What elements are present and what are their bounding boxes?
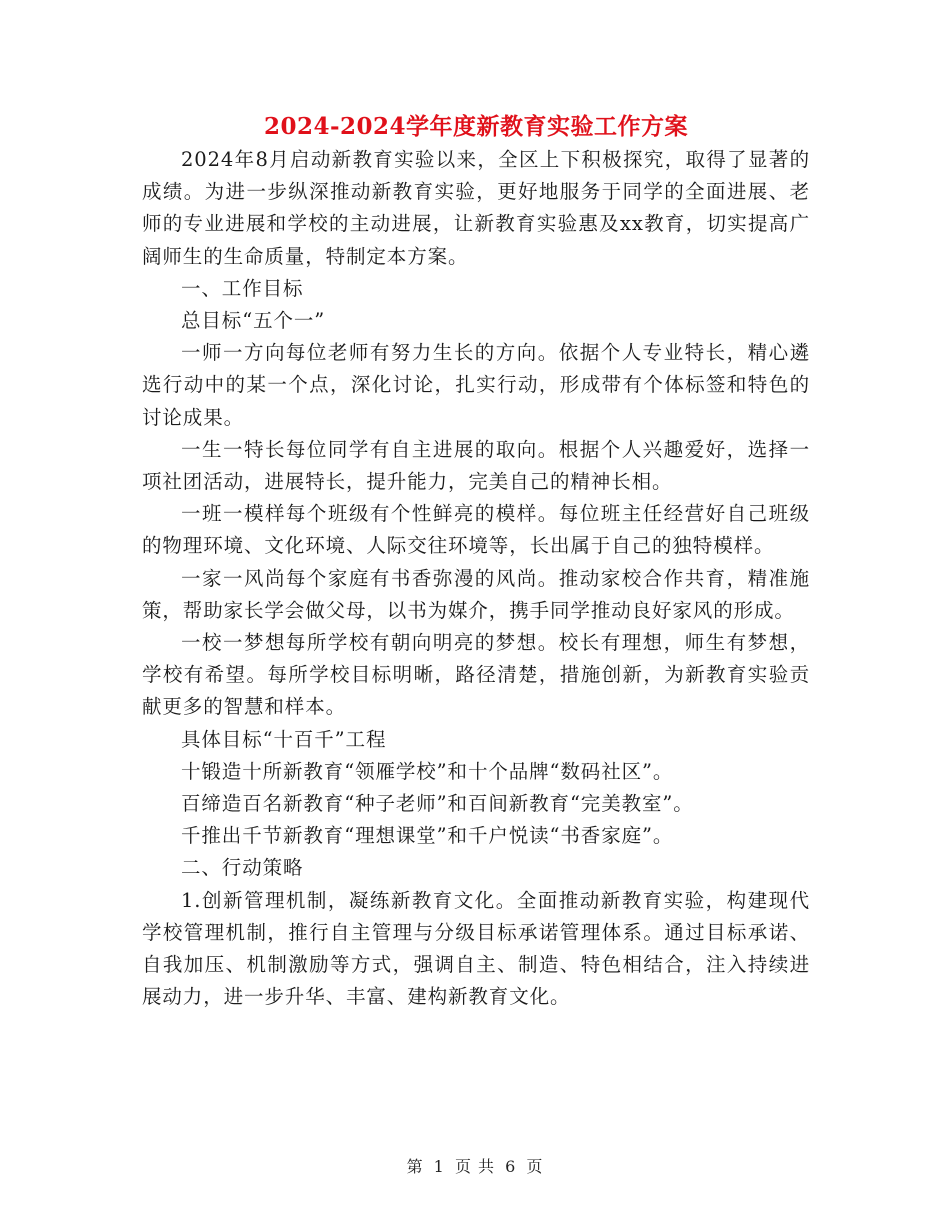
paragraph-student-specialty: 一生一特长每位同学有自主进展的取向。根据个人兴趣爱好，选择一项社团活动，进展特长，提升能力，完美自己的精神长相。 bbox=[142, 437, 810, 494]
paragraph-hundred: 百缔造百名新教育“种子老师”和百间新教育“完美教室”。 bbox=[181, 792, 694, 816]
section-heading-strategy: 二、行动策略 bbox=[181, 856, 304, 880]
subheading-specific-goal: 具体目标“十百千”工程 bbox=[181, 727, 387, 751]
paragraph-family-custom: 一家一风尚每个家庭有书香弥漫的风尚。推动家校合作共育，精准施策，帮助家长学会做父母，以书为媒介，携手同学推动良好家风的形成。 bbox=[142, 566, 810, 622]
paragraph-intro: 2024年8月启动新教育实验以来，全区上下积极探究，取得了显著的成绩。为进一步纵深推动新教育实验，更好地服务于同学的全面进展、老师的专业进展和学校的主动进展，让新教育实验惠及xx教育，切实提高广阔师生的生命质量，特制定本方案。 bbox=[142, 148, 810, 268]
paragraph-strategy-1: 1.创新管理机制，凝练新教育文化。全面推动新教育实验，构建现代学校管理机制，推行自主管理与分级目标承诺管理体系。通过目标承诺、自我加压、机制激励等方式，强调自主、制造、特色相结合，注入持续进展动力，进一步升华、丰富、建构新教育文化。 bbox=[142, 888, 810, 1009]
footer-middle: 页 共 bbox=[454, 1157, 496, 1176]
document-title: 2024-2024学年度新教育实验工作方案 bbox=[263, 113, 689, 140]
page-footer bbox=[0, 1154, 950, 1177]
section-heading-goals: 一、工作目标 bbox=[181, 276, 304, 300]
paragraph-teacher-direction: 一师一方向每位老师有努力生长的方向。依据个人专业特长，精心遴选行动中的某一个点，深化讨论，扎实行动，形成带有个体标签和特色的讨论成果。 bbox=[142, 341, 810, 429]
subheading-overall-goal: 总目标“五个一” bbox=[181, 309, 326, 333]
footer-suffix: 页 bbox=[526, 1157, 544, 1176]
footer-current-page: 1 bbox=[433, 1157, 445, 1176]
paragraph-ten: 十锻造十所新教育“领雁学校”和十个品牌“数码社区”。 bbox=[181, 759, 674, 783]
document-page bbox=[142, 110, 810, 1013]
paragraph-class-style: 一班一模样每个班级有个性鲜亮的模样。每位班主任经营好自己班级的物理环境、文化环境、人际交往环境等，长出属于自己的独特模样。 bbox=[142, 502, 810, 558]
paragraph-school-dream: 一校一梦想每所学校有朝向明亮的梦想。校长有理想，师生有梦想，学校有希望。每所学校目标明晰，路径清楚，措施创新，为新教育实验贡献更多的智慧和样本。 bbox=[142, 631, 810, 719]
footer-total-pages: 6 bbox=[505, 1157, 517, 1176]
footer-prefix: 第 bbox=[406, 1157, 424, 1176]
paragraph-thousand: 千推出千节新教育“理想课堂”和千户悦读“书香家庭”。 bbox=[181, 824, 674, 848]
